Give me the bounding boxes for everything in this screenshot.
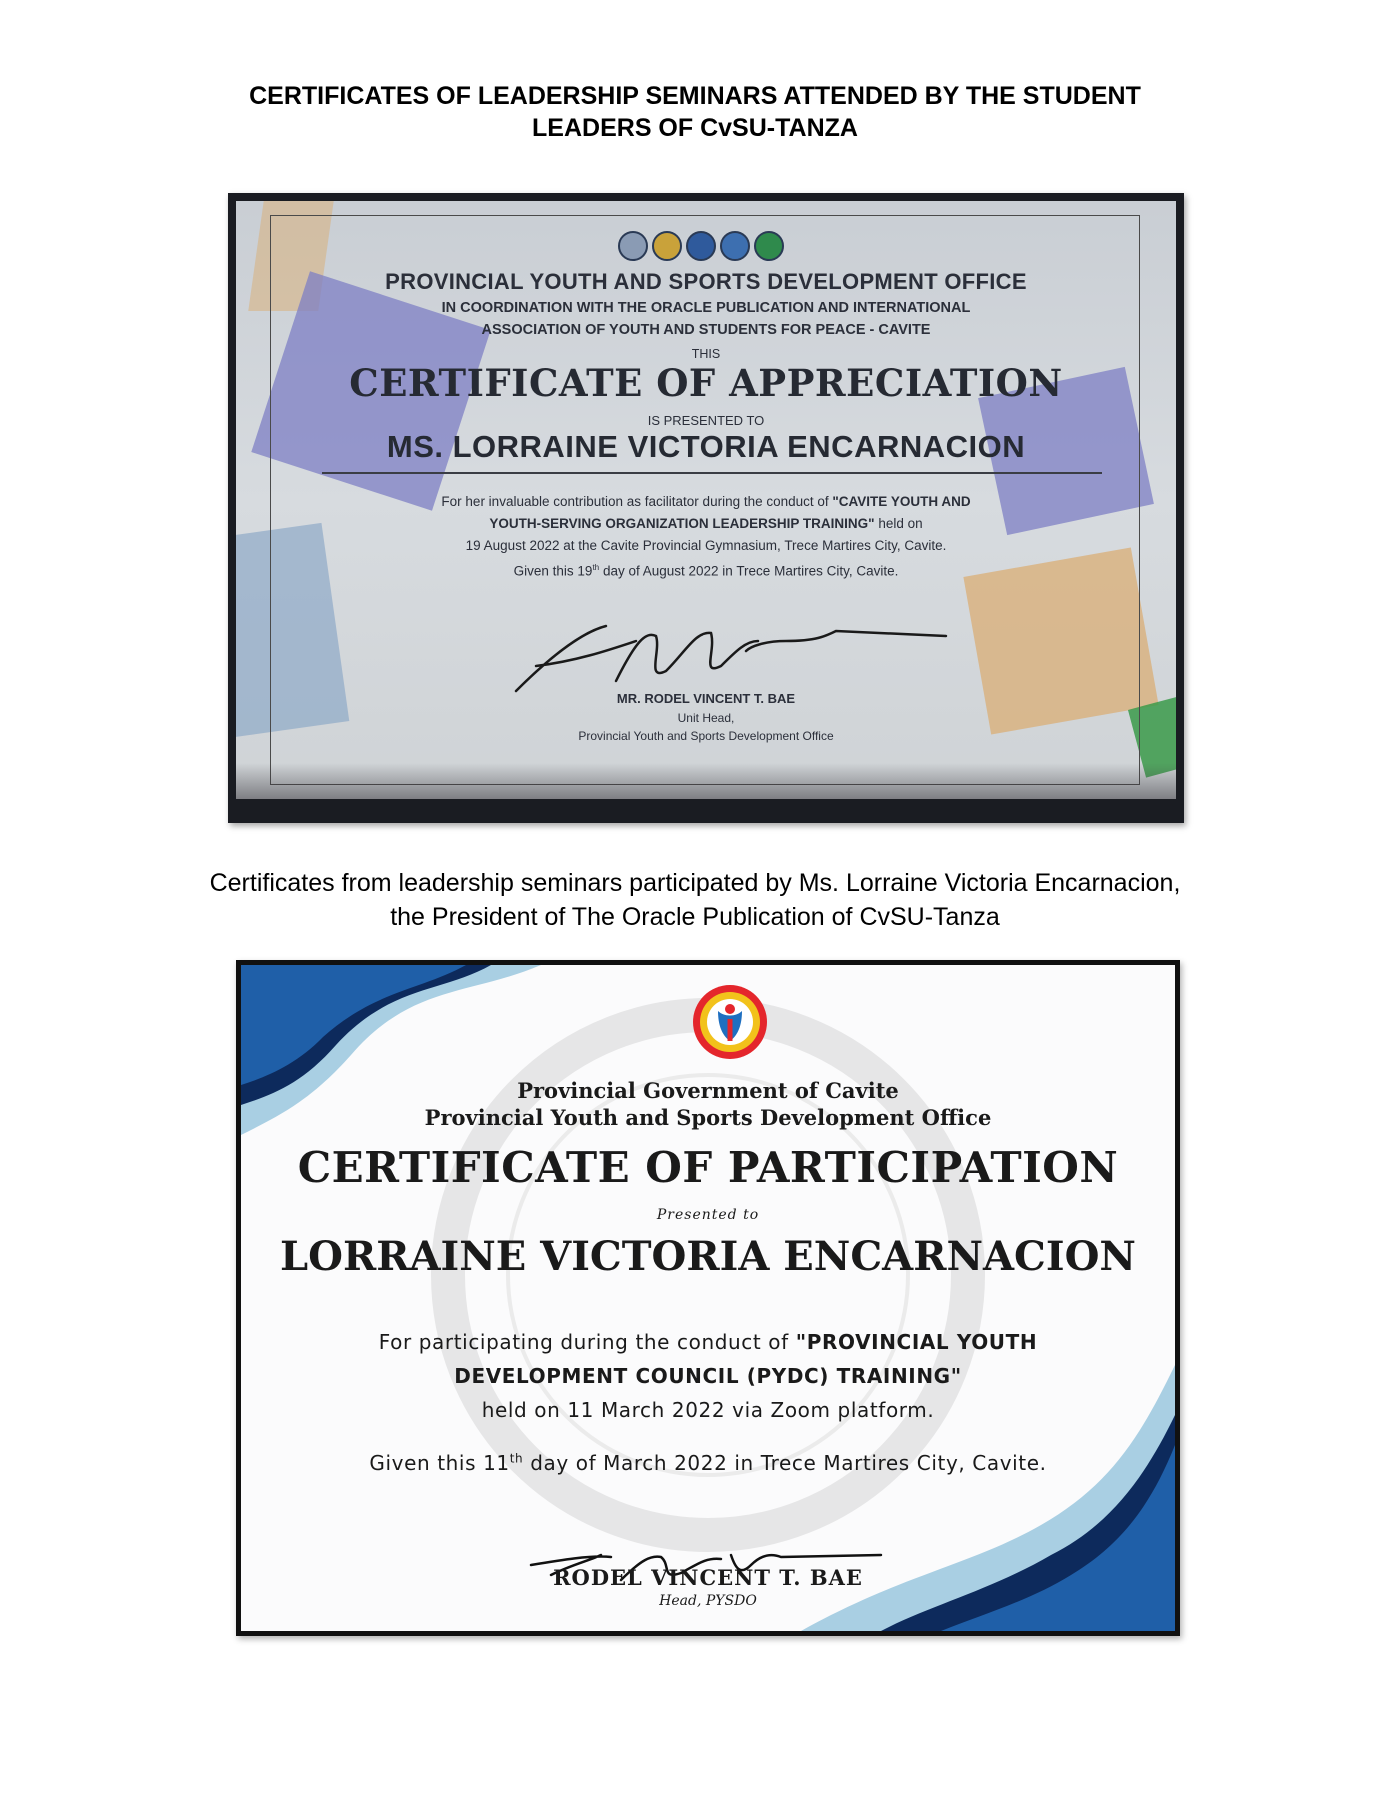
seal-icon <box>652 231 682 261</box>
given-sup: th <box>592 563 600 572</box>
certificate-appreciation-paper <box>236 201 1176 799</box>
certificate-appreciation-photo <box>228 193 1184 823</box>
issuing-office: PROVINCIAL YOUTH AND SPORTS DEVELOPMENT OFFICE <box>385 269 1027 294</box>
signer-name: MR. RODEL VINCENT T. BAE <box>616 691 796 706</box>
body-text: 19 August 2022 at the Cavite Provincial Gymnasium, Trece Martires City, Cavite. <box>465 538 947 553</box>
gov-line2: Provincial Youth and Sports Development Office <box>424 1105 992 1130</box>
event-name: DEVELOPMENT COUNCIL (PYDC) TRAINING" <box>454 1364 962 1388</box>
photo-shadow <box>236 763 1176 799</box>
seal-icon <box>720 231 750 261</box>
signature-icon <box>496 611 966 701</box>
presented-label: Presented to <box>656 1207 760 1223</box>
page-title-line1: CERTIFICATES OF LEADERSHIP SEMINARS ATTENDED BY THE STUDENT <box>249 82 1141 110</box>
body-text: For her invaluable contribution as facilitator during the conduct of <box>441 494 833 509</box>
gov-line1: Provincial Government of Cavite <box>517 1078 899 1103</box>
certificate-title: CERTIFICATE OF APPRECIATION <box>349 361 1063 405</box>
recipient-name: LORRAINE VICTORIA ENCARNACION <box>280 1233 1136 1280</box>
signer-office: Provincial Youth and Sports Development Office <box>578 729 834 743</box>
page-title <box>0 80 1390 144</box>
event-name: "PROVINCIAL YOUTH <box>795 1330 1038 1354</box>
coordination-line1: IN COORDINATION WITH THE ORACLE PUBLICATION AND INTERNATIONAL <box>441 300 971 316</box>
caption-line2: the President of The Oracle Publication of CvSU-Tanza <box>390 903 1000 931</box>
given-text: Given this 19 <box>513 563 593 579</box>
signer-role: Head, PYSDO <box>659 1593 757 1609</box>
name-underline <box>322 472 1102 474</box>
caption-line1: Certificates from leadership seminars participated by Ms. Lorraine Victoria Encarnacion, <box>209 869 1181 897</box>
certificate-participation <box>236 960 1180 1636</box>
recipient-name: MS. LORRAINE VICTORIA ENCARNACION <box>386 429 1026 464</box>
seal-icon <box>754 231 784 261</box>
given-date <box>236 563 1176 579</box>
given-text: day of March 2022 in Trece Martires City, Cavite. <box>523 1451 1047 1475</box>
body-text: held on <box>874 516 923 531</box>
seal-row <box>618 231 784 265</box>
event-name: "CAVITE YOUTH AND <box>832 494 971 509</box>
government-header <box>241 1077 1175 1131</box>
given-date <box>241 1451 1175 1475</box>
this-label: THIS <box>691 347 721 361</box>
pysdo-logo-icon <box>691 983 769 1061</box>
given-text: Given this 11 <box>369 1451 510 1475</box>
certificate-body <box>236 491 1176 557</box>
seal-icon <box>686 231 716 261</box>
page-title-line2: LEADERS OF CvSU-TANZA <box>532 114 858 142</box>
caption <box>0 866 1390 934</box>
coordination-text <box>236 297 1176 341</box>
seal-icon <box>618 231 648 261</box>
given-text: day of August 2022 in Trece Martires City, Cavite. <box>599 563 899 579</box>
certificate-body <box>241 1325 1175 1427</box>
signer-role: Unit Head, <box>677 711 735 725</box>
certificate-title: CERTIFICATE OF PARTICIPATION <box>297 1143 1119 1192</box>
coordination-line2: ASSOCIATION OF YOUTH AND STUDENTS FOR PEACE - CAVITE <box>481 322 931 338</box>
body-text: held on 11 March 2022 via Zoom platform. <box>481 1398 935 1422</box>
presented-label: IS PRESENTED TO <box>647 413 765 428</box>
event-name: YOUTH-SERVING ORGANIZATION LEADERSHIP TRAINING" <box>489 516 875 531</box>
wave-decoration <box>241 965 1175 1631</box>
given-sup: th <box>509 1451 524 1466</box>
body-text: For participating during the conduct of <box>378 1330 796 1354</box>
signer-name: RODEL VINCENT T. BAE <box>553 1565 863 1590</box>
